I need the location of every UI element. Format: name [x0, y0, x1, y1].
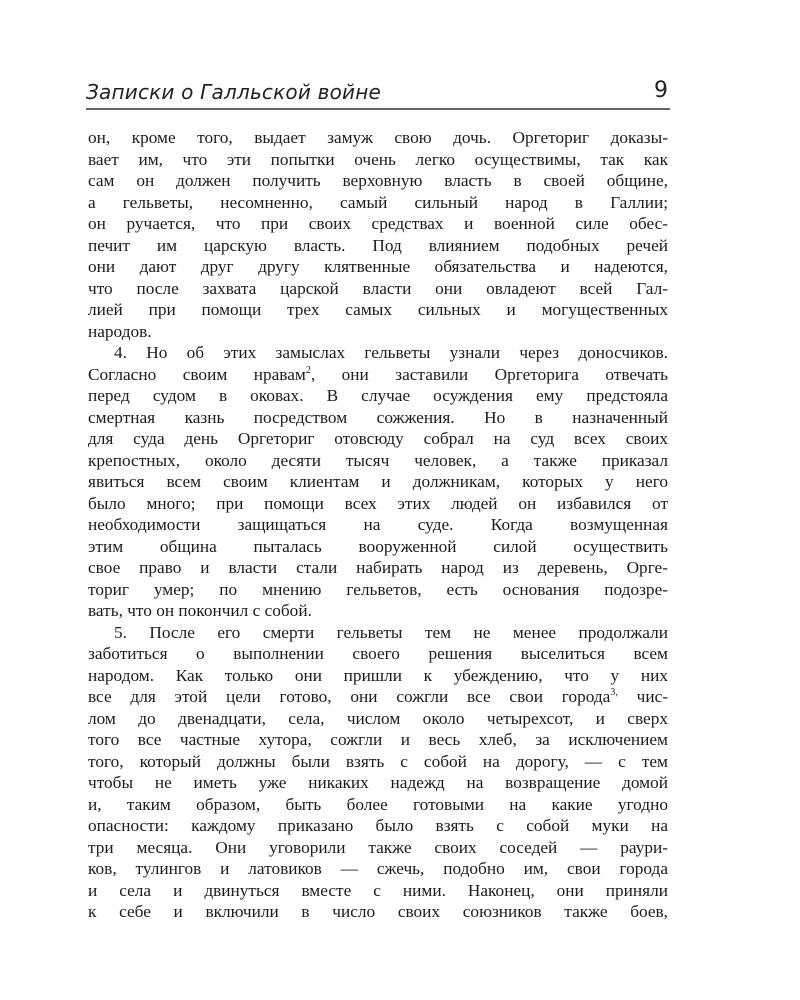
- text-line: [88, 837, 668, 859]
- text-segment: того, который должны были взять с собой на дорогу, — с тем: [88, 751, 668, 771]
- text-line: [88, 729, 668, 751]
- paragraph: [88, 342, 668, 622]
- text-line: [88, 256, 668, 278]
- text-segment: ториг умер; по мнению гельветов, есть основания подозре-: [88, 579, 668, 599]
- text-line: [88, 579, 668, 601]
- text-segment: ков, тулингов и латовиков — сжечь, подобно им, свои города: [88, 859, 668, 878]
- text-segment: опасности: каждому приказано было взять с собой муки на: [88, 816, 668, 835]
- text-segment: 5. После его смерти гельветы тем не менее продолжали: [114, 622, 668, 642]
- text-line: [88, 321, 668, 343]
- page-body: [88, 127, 668, 923]
- footnote-ref: 2: [305, 364, 311, 376]
- text-segment: народом. Как только они пришли к убеждению, что у них: [88, 665, 668, 685]
- text-line: [88, 901, 668, 923]
- text-line: [88, 600, 668, 622]
- text-line: [88, 665, 668, 687]
- text-line: [88, 557, 668, 579]
- text-segment: этим община пыталась вооруженной силой осуществить: [88, 536, 668, 556]
- text-segment: смертная казнь посредством сожжения. Но в назначенный: [88, 407, 668, 427]
- text-line: [88, 708, 668, 730]
- running-header: [86, 78, 670, 110]
- footnote-ref: 3,: [610, 687, 618, 698]
- text-segment: чтобы не иметь уже никаких надежд на возвращение домой: [88, 773, 668, 792]
- text-segment: сам он должен получить верховную власть в своей общине,: [88, 171, 668, 190]
- text-segment: он, кроме того, выдает замуж свою дочь. Оргеториг доказы-: [88, 128, 668, 147]
- text-segment: перед судом в оковах. В случае осуждения ему предстояла: [88, 386, 668, 405]
- text-segment: 4. Но об этих замыслах гельветы узнали через доносчиков.: [114, 343, 668, 362]
- text-line: [88, 858, 668, 880]
- text-segment: и села и двинуться вместе с ними. Наконец, они приняли: [88, 880, 668, 900]
- text-line: [88, 428, 668, 450]
- text-segment: к себе и включили в число своих союзников также боев,: [88, 902, 668, 921]
- text-segment: было много; при помощи всех этих людей он избавился от: [88, 493, 668, 513]
- text-line: [88, 815, 668, 837]
- text-line: [88, 235, 668, 257]
- text-segment: лией при помощи трех самых сильных и могущественных: [88, 300, 668, 319]
- text-segment: , они заставили Оргеторига отвечать: [310, 364, 668, 384]
- text-line: [88, 536, 668, 558]
- text-segment: а гельветы, несомненно, самый сильный народ в Галлии;: [88, 192, 668, 212]
- text-line: [88, 192, 668, 214]
- text-line: [88, 170, 668, 192]
- text-line: [88, 880, 668, 902]
- text-line: [88, 127, 668, 149]
- text-line: [88, 149, 668, 171]
- text-segment: заботиться о выполнении своего решения выселиться всем: [88, 644, 668, 663]
- text-segment: того все частные хутора, сожгли и весь хлеб, за исключением: [88, 730, 668, 749]
- text-line: [88, 385, 668, 407]
- text-segment: вать, что он покончил с собой.: [88, 601, 312, 620]
- text-line: [88, 407, 668, 429]
- text-line: [88, 450, 668, 472]
- text-line: [88, 278, 668, 300]
- text-segment: все для этой цели готово, они сожгли все свои города: [88, 687, 611, 706]
- paragraph: [88, 127, 668, 342]
- text-segment: народов.: [88, 321, 152, 341]
- text-segment: печит им царскую власть. Под влиянием подобных речей: [88, 235, 668, 255]
- text-segment: крепостных, около десяти тысяч человек, а также приказал: [88, 450, 668, 470]
- text-segment: чис-: [617, 687, 668, 706]
- text-segment: явиться всем своим клиентам и должникам, которых у него: [88, 472, 668, 491]
- text-segment: необходимости защищаться на суде. Когда возмущенная: [88, 515, 668, 534]
- text-segment: лом до двенадцати, села, числом около четырехсот, и сверх: [88, 708, 668, 728]
- text-line: [88, 364, 668, 386]
- text-segment: они дают друг другу клятвенные обязательства и надеются,: [88, 257, 668, 276]
- text-line: [88, 622, 668, 644]
- text-line: [88, 299, 668, 321]
- text-segment: и, таким образом, быть более готовыми на какие угодно: [88, 794, 668, 814]
- text-line: [88, 772, 668, 794]
- text-segment: свое право и власти стали набирать народ из деревень, Орге-: [88, 558, 668, 577]
- text-segment: для суда день Оргеториг отовсюду собрал на суд всех своих: [88, 429, 668, 448]
- text-segment: что после захвата царской власти они овладеют всей Гал-: [88, 278, 668, 298]
- text-line: [88, 342, 668, 364]
- text-line: [88, 514, 668, 536]
- text-line: [88, 686, 668, 708]
- text-segment: вает им, что эти попытки очень легко осуществимы, так как: [88, 149, 668, 169]
- paragraph: [88, 622, 668, 923]
- text-line: [88, 751, 668, 773]
- text-segment: Согласно своим нравам: [88, 364, 306, 384]
- text-line: [88, 213, 668, 235]
- running-title: Записки о Галльской войне: [86, 80, 381, 104]
- text-line: [88, 493, 668, 515]
- text-segment: три месяца. Они уговорили также своих соседей — раури-: [88, 837, 668, 857]
- text-line: [88, 471, 668, 493]
- text-line: [88, 794, 668, 816]
- text-segment: он ручается, что при своих средствах и военной силе обес-: [88, 214, 668, 233]
- text-line: [88, 643, 668, 665]
- page-number: 9: [654, 78, 668, 103]
